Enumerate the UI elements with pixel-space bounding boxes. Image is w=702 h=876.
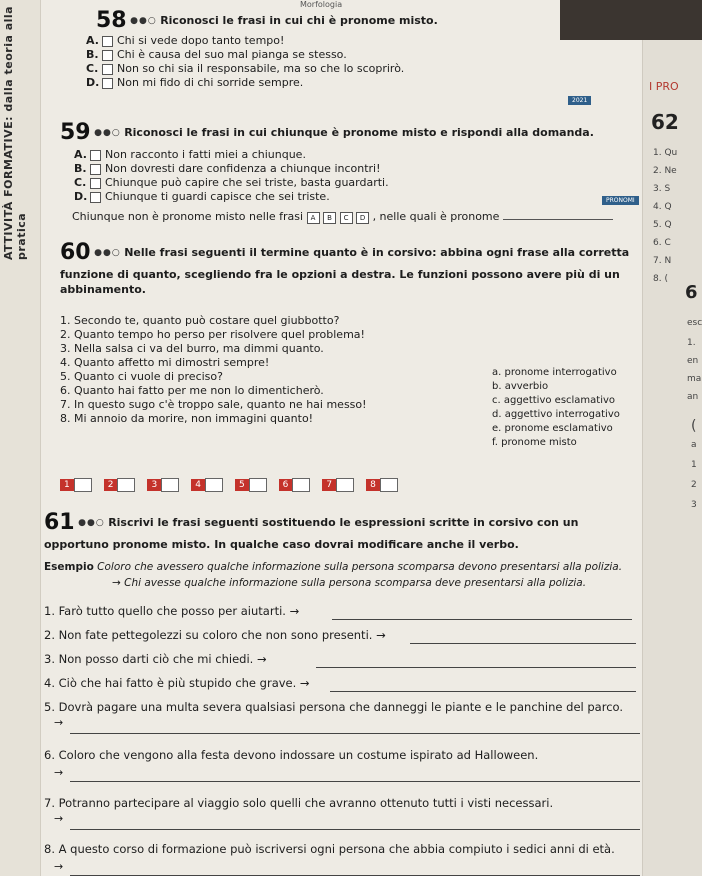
answer-slot[interactable] bbox=[147, 478, 179, 492]
sentence: 5. Quanto ci vuole di preciso? bbox=[60, 370, 223, 383]
top-shadow bbox=[560, 0, 702, 40]
choice: a. pronome interrogativo bbox=[492, 367, 617, 378]
right-fragment: ( bbox=[691, 418, 697, 434]
ex60-sentences bbox=[60, 314, 367, 426]
answer-box[interactable] bbox=[292, 478, 310, 492]
answer-line[interactable] bbox=[410, 642, 636, 644]
sentence: 3. Nella salsa ci va del burro, ma dimmi quanto. bbox=[60, 342, 324, 355]
checkbox[interactable] bbox=[102, 50, 113, 61]
difficulty-dots: ●●○ bbox=[94, 127, 121, 138]
sentence: 4. Quanto affetto mi dimostri sempre! bbox=[60, 356, 270, 369]
choice: c. aggettivo esclamativo bbox=[492, 395, 616, 406]
ex60-number: 60 bbox=[60, 240, 91, 265]
ex61-item-4: 4. Ciò che hai fatto è più stupido che grave. → bbox=[44, 676, 310, 690]
answer-number: 6 bbox=[279, 479, 293, 491]
answer-box-a[interactable]: A bbox=[307, 212, 320, 224]
ex61-title: Riscrivi le frasi seguenti sostituendo le espressioni scritte in corsivo con un opportuno pronome misto. In qualche caso dovrai modificare anche il verbo. bbox=[44, 515, 579, 551]
option-text: Non dovresti dare confidenza a chiunque incontri! bbox=[105, 161, 381, 175]
answer-box-d[interactable]: D bbox=[356, 212, 369, 224]
ex61-item-6: 6. Coloro che vengono alla festa devono indossare un costume ispirato ad Halloween. bbox=[44, 748, 539, 762]
page-number: 62 bbox=[651, 110, 679, 134]
choice: b. avverbio bbox=[492, 381, 549, 392]
answer-box[interactable] bbox=[117, 478, 135, 492]
ex58-number: 58 bbox=[96, 8, 127, 33]
answer-number: 7 bbox=[322, 479, 336, 491]
option-b[interactable] bbox=[86, 48, 404, 62]
checkbox[interactable] bbox=[102, 64, 113, 75]
ex61-item-7: 7. Potranno partecipare al viaggio solo quelli che avranno ottenuto tutti i visti necessari. bbox=[44, 796, 554, 810]
right-item: 6. C bbox=[653, 238, 671, 248]
question-text: Chiunque non è pronome misto nelle frasi bbox=[72, 210, 304, 223]
example-label: Esempio bbox=[44, 561, 94, 573]
answer-box[interactable] bbox=[161, 478, 179, 492]
answer-box[interactable] bbox=[336, 478, 354, 492]
sidebar bbox=[0, 0, 41, 876]
arrow-icon: → bbox=[54, 812, 64, 825]
next-exercise-number: 6 bbox=[685, 282, 698, 303]
ex61-item-8: 8. A questo corso di formazione può iscriversi ogni persona che abbia compiuto i sedici anni di età. bbox=[44, 842, 615, 856]
right-fragment: 1 bbox=[691, 460, 697, 470]
answer-slot[interactable] bbox=[104, 478, 136, 492]
answer-line[interactable] bbox=[316, 666, 636, 668]
checkbox[interactable] bbox=[102, 36, 113, 47]
choice: e. pronome esclamativo bbox=[492, 423, 613, 434]
question-end: , nelle quali è pronome bbox=[372, 210, 500, 223]
sentence: 6. Quanto hai fatto per me non lo dimenticherò. bbox=[60, 384, 324, 397]
checkbox[interactable] bbox=[90, 178, 101, 189]
option-b[interactable] bbox=[74, 162, 389, 176]
answer-slot[interactable] bbox=[279, 478, 311, 492]
answer-number: 3 bbox=[147, 479, 161, 491]
right-fragment: 3 bbox=[691, 500, 697, 510]
ex58-options bbox=[86, 34, 404, 90]
ex61-number: 61 bbox=[44, 510, 75, 535]
arrow-icon: → bbox=[54, 766, 64, 779]
answer-box-b[interactable]: B bbox=[323, 212, 336, 224]
ex60-header bbox=[60, 238, 640, 297]
answer-line[interactable] bbox=[70, 780, 640, 782]
option-letter: D. bbox=[86, 75, 100, 89]
right-fragment: esc bbox=[687, 318, 702, 328]
sentence: 2. Quanto tempo ho perso per risolvere quel problema! bbox=[60, 328, 365, 341]
option-text: Non so chi sia il responsabile, ma so che lo scoprirò. bbox=[117, 61, 405, 75]
answer-line[interactable] bbox=[503, 219, 613, 220]
answer-number: 1 bbox=[60, 479, 74, 491]
checkbox[interactable] bbox=[90, 150, 101, 161]
tag-badge: PRONOMI bbox=[602, 196, 639, 205]
option-letter: B. bbox=[86, 47, 99, 61]
option-text: Non racconto i fatti miei a chiunque. bbox=[105, 147, 306, 161]
ex58-title: Riconosci le frasi in cui chi è pronome misto. bbox=[160, 13, 438, 27]
ex61-header bbox=[44, 508, 644, 553]
header-topic: Morfologia bbox=[300, 0, 343, 9]
option-a[interactable] bbox=[74, 148, 389, 162]
option-d[interactable] bbox=[86, 76, 404, 90]
right-item: 5. Q bbox=[653, 220, 672, 230]
arrow-icon: → bbox=[54, 860, 64, 873]
option-text: Non mi fido di chi sorride sempre. bbox=[117, 75, 304, 89]
difficulty-dots: ●●○ bbox=[130, 15, 157, 26]
right-heading: I PRO bbox=[649, 80, 679, 93]
arrow-icon: → bbox=[54, 716, 64, 729]
difficulty-dots: ●●○ bbox=[94, 247, 121, 258]
option-c[interactable] bbox=[86, 62, 404, 76]
answer-slot[interactable] bbox=[235, 478, 267, 492]
ex59-question bbox=[72, 210, 613, 225]
answer-slot[interactable] bbox=[191, 478, 223, 492]
option-text: Chiunque ti guardi capisce che sei triste. bbox=[105, 189, 330, 203]
ex59-number: 59 bbox=[60, 120, 91, 145]
answer-box[interactable] bbox=[249, 478, 267, 492]
ex61-item-5: 5. Dovrà pagare una multa severa qualsiasi persona che danneggi le piante e le panchine del parco. bbox=[44, 700, 624, 714]
ex59-header bbox=[60, 118, 594, 148]
right-item: 4. Q bbox=[653, 202, 672, 212]
answer-line[interactable] bbox=[70, 828, 640, 830]
option-letter: C. bbox=[74, 175, 87, 189]
answer-number: 8 bbox=[366, 479, 380, 491]
next-page-column bbox=[642, 40, 702, 876]
option-letter: A. bbox=[74, 147, 87, 161]
option-text: Chi si vede dopo tanto tempo! bbox=[117, 33, 285, 47]
sentence: 7. In questo sugo c'è troppo sale, quanto ne hai messo! bbox=[60, 398, 367, 411]
answer-slot[interactable] bbox=[366, 478, 398, 492]
choice: f. pronome misto bbox=[492, 437, 577, 448]
answer-number: 5 bbox=[235, 479, 249, 491]
example-answer: → Chi avesse qualche informazione sulla persona scomparsa deve presentarsi alla polizia. bbox=[112, 577, 587, 589]
answer-box-c[interactable]: C bbox=[340, 212, 353, 224]
ex61-item-2: 2. Non fate pettegolezzi su coloro che non sono presenti. → bbox=[44, 628, 386, 642]
option-text: Chi è causa del suo mal pianga se stesso. bbox=[117, 47, 347, 61]
answer-line[interactable] bbox=[332, 618, 632, 620]
answer-slot[interactable] bbox=[60, 478, 92, 492]
answer-line[interactable] bbox=[70, 732, 640, 734]
answer-number: 2 bbox=[104, 479, 118, 491]
answer-slot[interactable] bbox=[322, 478, 354, 492]
checkbox[interactable] bbox=[102, 78, 113, 89]
right-fragment: en bbox=[687, 356, 699, 366]
sentence: 1. Secondo te, quanto può costare quel giubbotto? bbox=[60, 314, 340, 327]
ex59-options bbox=[74, 148, 389, 204]
ex60-choices bbox=[492, 366, 620, 450]
example-text: Coloro che avessero qualche informazione sulla persona scomparsa devono presentarsi alla polizia. bbox=[97, 561, 623, 573]
option-letter: C. bbox=[86, 61, 99, 75]
option-letter: D. bbox=[74, 189, 88, 203]
option-text: Chiunque può capire che sei triste, basta guardarti. bbox=[105, 175, 389, 189]
answer-number: 4 bbox=[191, 479, 205, 491]
answer-box[interactable] bbox=[380, 478, 398, 492]
answer-box[interactable] bbox=[205, 478, 223, 492]
right-item: 3. S bbox=[653, 184, 671, 194]
right-fragment: ma bbox=[687, 374, 702, 384]
right-item: 8. ( bbox=[653, 274, 668, 284]
ex61-item-3: 3. Non posso darti ciò che mi chiedi. → bbox=[44, 652, 267, 666]
sentence: 8. Mi annoio da morire, non immagini quanto! bbox=[60, 412, 314, 425]
option-c[interactable] bbox=[74, 176, 389, 190]
right-item: 7. N bbox=[653, 256, 672, 266]
checkbox[interactable] bbox=[90, 192, 101, 203]
ex59-title: Riconosci le frasi in cui chiunque è pronome misto e rispondi alla domanda. bbox=[124, 125, 594, 139]
right-fragment: a bbox=[691, 440, 697, 450]
right-item: 1. Qu bbox=[653, 148, 678, 158]
choice: d. aggettivo interrogativo bbox=[492, 409, 620, 420]
ex61-example bbox=[44, 560, 644, 574]
answer-box[interactable] bbox=[74, 478, 92, 492]
answer-line[interactable] bbox=[330, 690, 636, 692]
option-a[interactable] bbox=[86, 34, 404, 48]
checkbox[interactable] bbox=[90, 164, 101, 175]
option-d[interactable] bbox=[74, 190, 389, 204]
right-fragment: 2 bbox=[691, 480, 697, 490]
option-letter: A. bbox=[86, 33, 99, 47]
ex60-title: Nelle frasi seguenti il termine quanto è in corsivo: abbina ogni frase alla corretta funzione di quanto, scegliendo fra le opzioni a destra. Le funzioni possono avere più di un abbinamento. bbox=[60, 245, 630, 296]
ex61-item-1: 1. Farò tutto quello che posso per aiutarti. → bbox=[44, 604, 300, 618]
tag-badge: 2021 bbox=[568, 96, 591, 105]
difficulty-dots: ●●○ bbox=[78, 517, 105, 528]
ex60-answer-row bbox=[60, 478, 398, 492]
ex58-header bbox=[96, 6, 438, 36]
right-item: 2. Ne bbox=[653, 166, 677, 176]
right-fragment: 1. bbox=[687, 338, 696, 348]
option-letter: B. bbox=[74, 161, 87, 175]
right-fragment: an bbox=[687, 392, 699, 402]
sidebar-label: ATTIVITÀ FORMATIVE: dalla teoria alla pratica bbox=[2, 5, 28, 260]
